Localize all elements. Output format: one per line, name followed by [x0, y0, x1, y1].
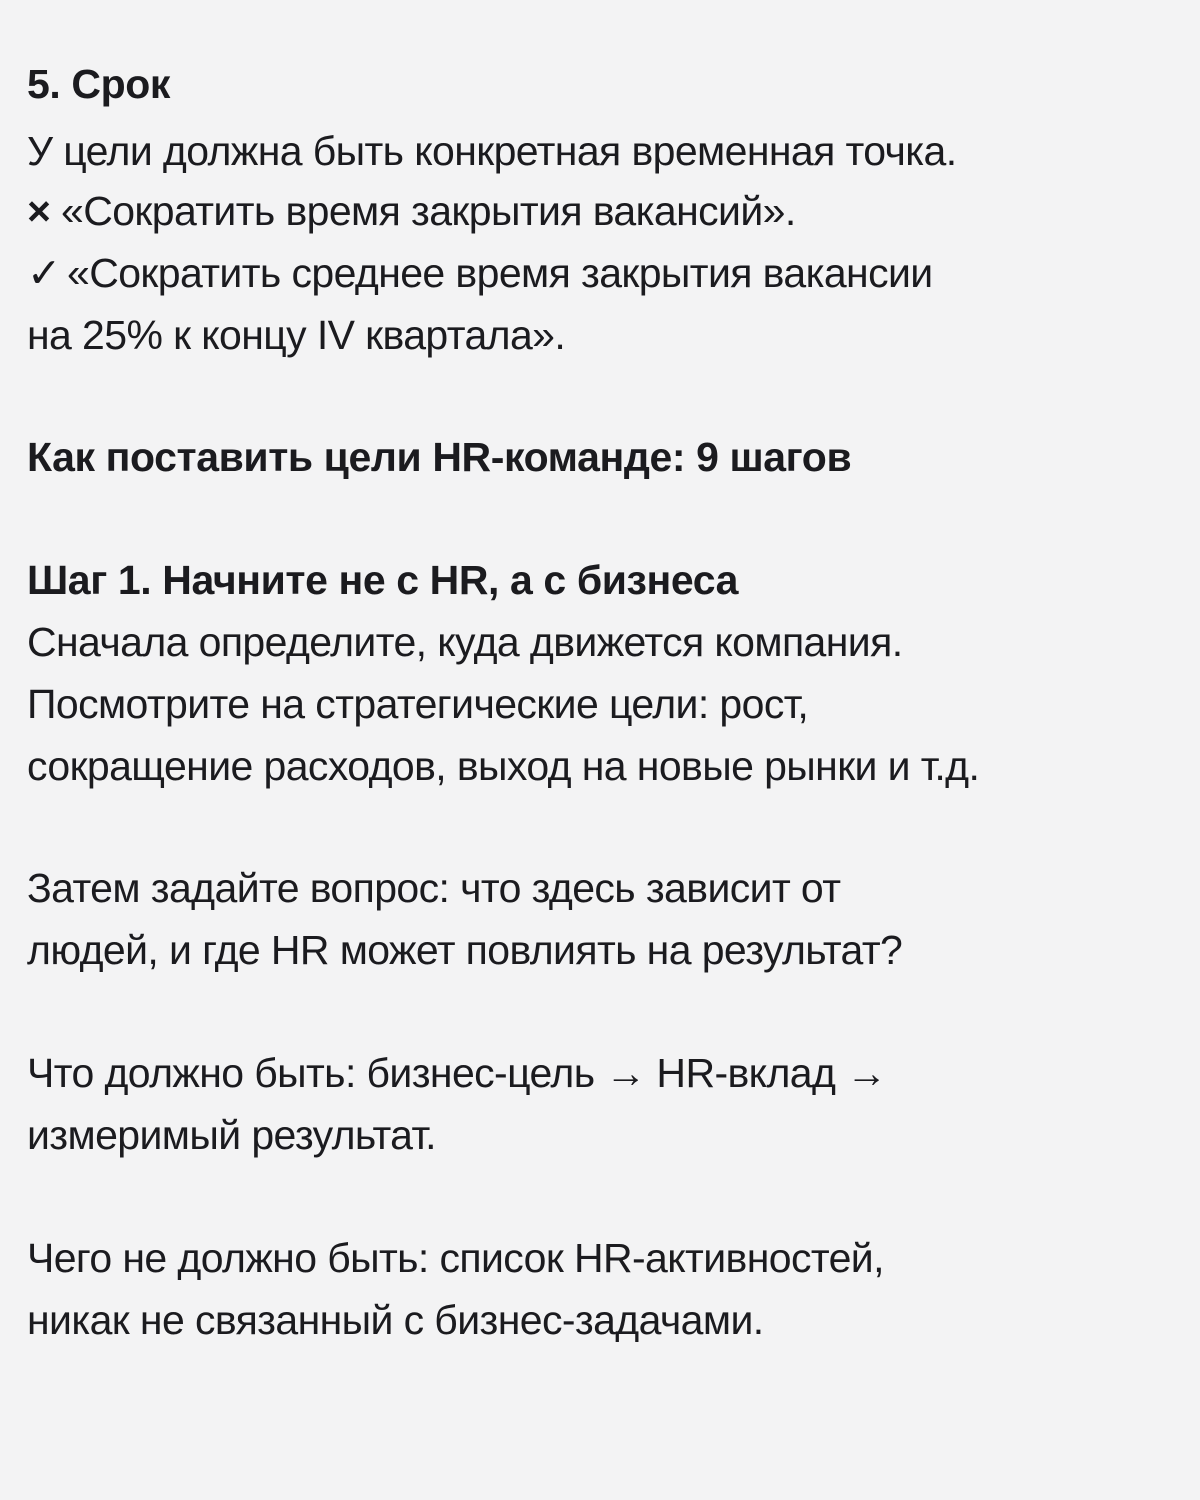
step1-paragraph1-line: сокращение расходов, выход на новые рынки и т.д.	[27, 743, 980, 789]
section-intro-text: У цели должна быть конкретная временная точка.	[27, 128, 957, 174]
step1-paragraph4-line: Чего не должно быть: список HR-активностей,	[27, 1235, 884, 1281]
cross-icon: ×	[27, 188, 51, 234]
step1-heading: Шаг 1. Начните не с HR, а с бизнеса	[27, 557, 739, 603]
section-heading-deadline: 5. Срок	[27, 61, 171, 107]
step1-paragraph2-line: людей, и где HR может повлиять на результат?	[27, 927, 903, 973]
step1-paragraph2-line: Затем задайте вопрос: что здесь зависит от	[27, 865, 841, 911]
bad-example-line	[27, 181, 796, 241]
step1-paragraph1-line: Сначала определите, куда движется компания.	[27, 619, 903, 665]
good-example-continuation: на 25% к концу IV квартала».	[27, 312, 566, 358]
guide-heading: Как поставить цели HR-команде: 9 шагов	[27, 434, 852, 480]
checkmark-icon: ✓	[27, 250, 61, 296]
good-example-text: «Сократить среднее время закрытия вакансии	[67, 250, 933, 296]
step1-paragraph3-line: измеримый результат.	[27, 1112, 436, 1158]
good-example-line	[27, 243, 933, 303]
bad-example-text: «Сократить время закрытия вакансий».	[61, 188, 796, 234]
step1-paragraph4-line: никак не связанный с бизнес-задачами.	[27, 1297, 764, 1343]
step1-paragraph1-line: Посмотрите на стратегические цели: рост,	[27, 681, 809, 727]
step1-paragraph3-line: Что должно быть: бизнес-цель → HR-вклад →	[27, 1050, 887, 1096]
